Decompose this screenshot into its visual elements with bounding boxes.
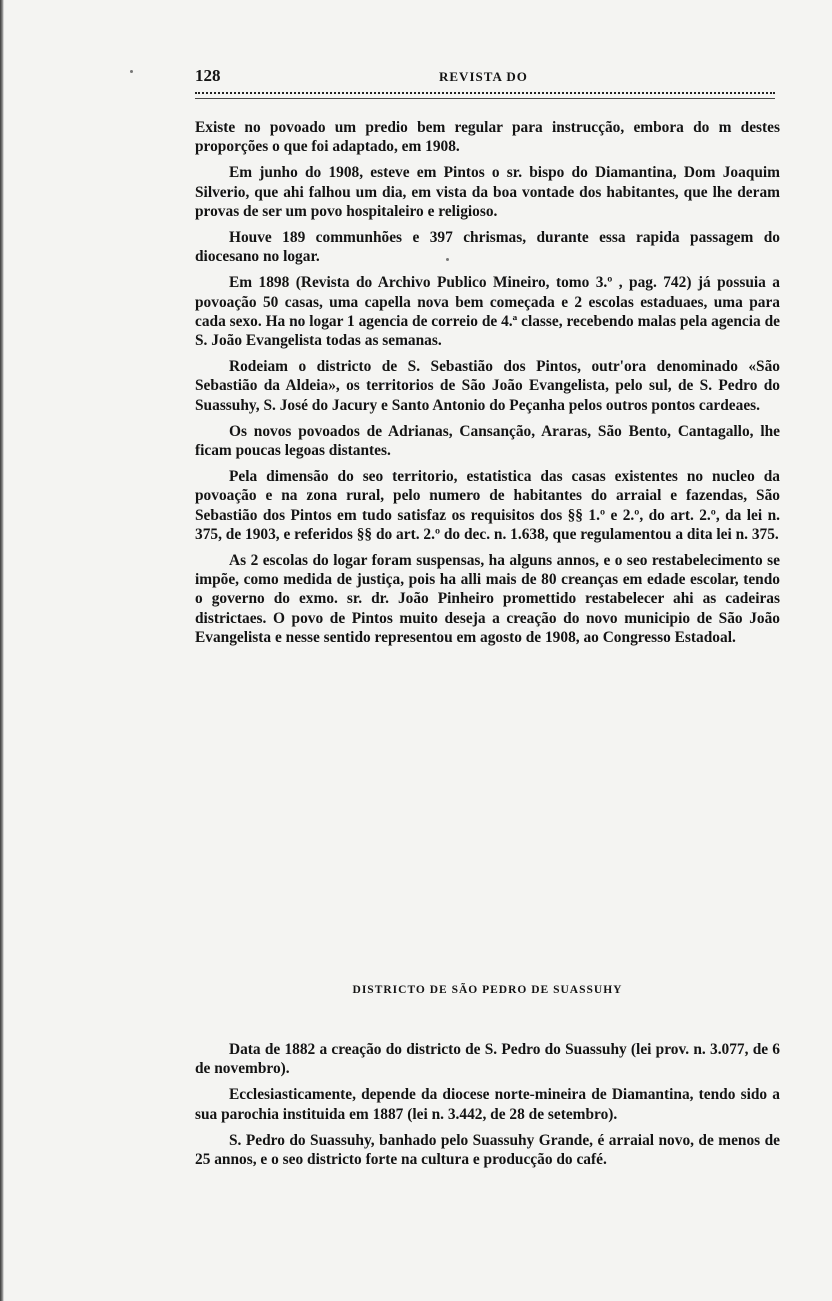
paragraph: As 2 escolas do logar foram suspensas, ha alguns annos, e o seo restabelecimento se impõe, como medida de justiça, pois ha alli mais de 80 creanças em edade escolar, tendo o governo do exmo. sr. dr. João Pinheiro promettido restabelecer ahi as cadeiras districtaes. O povo de Pintos muito deseja a creação do novo municipio de São João Evangelista e nesse sentido representou em agosto de 1908, ao Congresso Estadoal. <box>195 552 780 646</box>
paragraph: Pela dimensão do seo territorio, estatistica das casas existentes no nucleo da povoação e na zona rural, pelo numero de habitantes do arraial e fazendas, São Sebastião dos Pintos em tudo satisfaz os requisitos dos §§ 1.º e 2.º, do art. 2.º, da lei n. 375, de 1903, e referidos §§ do art. 2.º do dec. n. 1.638, que regulamentou a dita lei n. 375. <box>195 468 780 543</box>
page-number: 128 <box>195 66 221 85</box>
page-header <box>195 62 775 92</box>
paragraph: S. Pedro do Suassuhy, banhado pelo Suassuhy Grande, é arraial novo, de menos de 25 annos, e o seo districto forte na cultura e producção do café. <box>195 1131 780 1169</box>
section-title: DISTRICTO DE SÃO PEDRO DE SUASSUHY <box>352 984 623 996</box>
paragraph: Existe no povoado um predio bem regular para instrucção, embora do m destes proporções o que foi adaptado, em 1908. <box>195 119 780 156</box>
paragraph: Ecclesiasticamente, depende da diocese norte-mineira de Diamantina, tendo sido a sua parochia instituida em 1887 (lei n. 3.442, de 28 de setembro). <box>195 1086 780 1123</box>
paragraph: Rodeiam o districto de S. Sebastião dos Pintos, outr'ora denominado «São Sebastião da Aldeia», os territorios de São João Evangelista, pelo sul, de S. Pedro do Suassuhy, S. José do Jacury e Santo Antonio do Peçanha pelos outros pontos cardeaes. <box>195 358 780 414</box>
running-head: REVISTA DO <box>439 69 528 84</box>
page-spine-edge <box>0 0 4 1301</box>
speck <box>130 70 133 73</box>
paragraph: Em junho do 1908, esteve em Pintos o sr. bispo do Diamantina, Dom Joaquim Silverio, que ahi falhou um dia, em vista da boa vontade dos habitantes, que lhe deram provas de ser um povo hospitaleiro e religioso. <box>195 164 780 220</box>
paragraph: Em 1898 (Revista do Archivo Publico Mineiro, tomo 3.º , pag. 742) já possuia a povoação 50 casas, uma capella nova bem começada e 2 escolas estaduaes, uma para cada sexo. Ha no logar 1 agencia de correio de 4.ª classe, recebendo malas pela agencia de S. João Evangelista todas as semanas. <box>195 274 780 350</box>
paragraph: Data de 1882 a creação do districto de S. Pedro do Suassuhy (lei prov. n. 3.077, de 6 de novembro). <box>195 1041 780 1078</box>
paragraph: Houve 189 communhões e 397 chrismas, durante essa rapida passagem do diocesano no logar. <box>195 229 780 266</box>
section-text <box>195 1040 780 1176</box>
body-text <box>195 118 780 654</box>
paragraph: Os novos povoados de Adrianas, Cansanção, Araras, São Bento, Cantagallo, lhe ficam poucas legoas distantes. <box>195 422 780 460</box>
header-rule <box>195 92 775 99</box>
